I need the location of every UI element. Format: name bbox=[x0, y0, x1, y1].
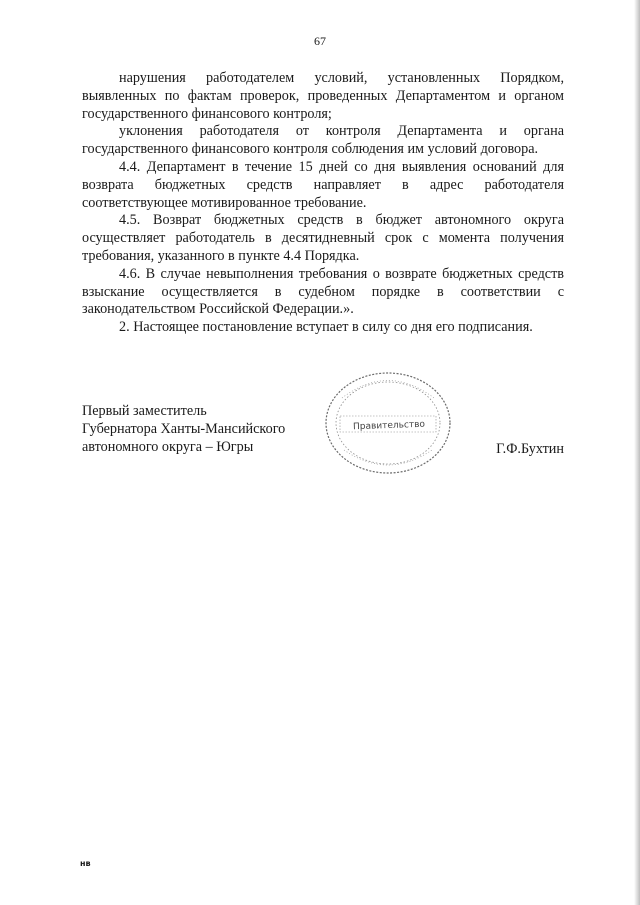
document-body bbox=[82, 70, 564, 337]
signatory-title bbox=[82, 402, 285, 456]
footer-initials: нв bbox=[80, 859, 91, 868]
paragraph-4-4: 4.4. Департамент в течение 15 дней со дня выявления оснований для возврата бюджетных средств направляет в адрес работодателя соответствующее мотивированное требование. bbox=[82, 158, 564, 211]
signatory-title-line2: Губернатора Ханты-Мансийского bbox=[82, 421, 286, 437]
paragraph-4-5: 4.5. Возврат бюджетных средств в бюджет автономного округа осуществляет работодатель в десятидневный срок с момента получения требования, указанного в пункте 4.4 Порядка. bbox=[82, 212, 564, 264]
signatory-name: Г.Ф.Бухтин bbox=[496, 441, 564, 457]
paragraph-effective-date: 2. Настоящее постановление вступает в силу со дня его подписания. bbox=[119, 319, 533, 336]
paragraph-4-6: 4.6. В случае невыполнения требования о возврате бюджетных средств взыскание осуществляется в судебном порядке в соответствии с законодательством Российской Федерации.». bbox=[82, 265, 564, 318]
paragraph-violation: нарушения работодателем условий, установленных Порядком, выявленных по фактам проверок, проведенных Департаментом и органом государственного финансового контроля; bbox=[82, 70, 564, 122]
signatory-title-line1: Первый заместитель bbox=[82, 403, 207, 419]
paragraph-evasion: уклонения работодателя от контроля Департамента и органа государственного финансового контроля соблюдения им условий договора. bbox=[82, 123, 564, 158]
page-edge-shadow bbox=[634, 0, 640, 905]
page-number: 67 bbox=[314, 34, 326, 48]
signatory-title-line3: автономного округа – Югры bbox=[82, 439, 254, 455]
stamp-text: Правительство bbox=[352, 419, 426, 433]
